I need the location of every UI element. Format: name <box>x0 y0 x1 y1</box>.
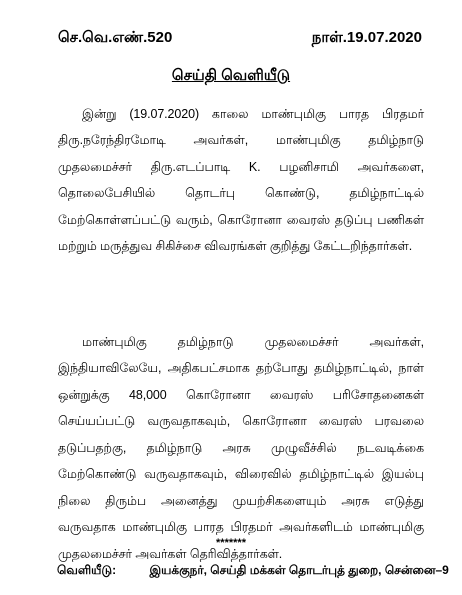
body-paragraph-2: மாண்புமிகு தமிழ்நாடு முதலமைச்சர் அவர்கள், இந்தியாவிலேயே, அதிகபட்சமாக தற்போது தமிழ்நாட்டில், நாள் ஒன்றுக்கு 48,000 கொரோனா வைரஸ் பரிசோதனைகள் செய்யப்பட்டு வருவதாகவும், கொரோனா வைரஸ் பரவலை தடுப்பதற்கு, தமிழ்நாடு அரசு முழுவீச்சில் நடவடிக்கை மேற்கொண்டு வருவதாகவும், விரைவில் தமிழ்நாட்டில் இயல்பு நிலை திரும்ப அனைத்து முயற்சிகளையும் அரசு எடுத்து வருவதாக மாண்புமிகு பாரத பிரதமர் அவர்களிடம் மாண்புமிகு முதலமைச்சர் அவர்கள் தெரிவித்தார்கள். <box>58 334 424 561</box>
footer <box>57 563 449 579</box>
release-date: நாள்.19.07.2020 <box>311 29 422 46</box>
separator-stars: ******* <box>216 537 246 549</box>
page-title: செய்தி வெளியீடு <box>171 67 291 84</box>
footer-label: வெளியீடு: <box>57 563 117 577</box>
press-release-number: செ.வெ.எண்.520 <box>58 29 173 46</box>
body-paragraph-1: இன்று (19.07.2020) காலை மாண்புமிகு பாரத பிரதமர் திரு.நரேந்திரமோடி அவர்கள், மாண்புமிகு தமிழ்நாடு முதலமைச்சர் திரு.எடப்பாடி K. பழனிசாமி அவர்களை, தொலைபேசியில் தொடர்பு கொண்டு, தமிழ்நாட்டில் மேற்கொள்ளப்பட்டு வரும், கொரோனா வைரஸ் தடுப்பு பணிகள் மற்றும் மருத்துவ சிகிச்சை விவரங்கள் குறித்து கேட்டறிந்தார்கள். <box>58 106 424 253</box>
footer-issuer: இயக்குநர், செய்தி மக்கள் தொடர்புத் துறை, சென்னை–9 <box>149 563 449 577</box>
header-row <box>58 29 422 53</box>
